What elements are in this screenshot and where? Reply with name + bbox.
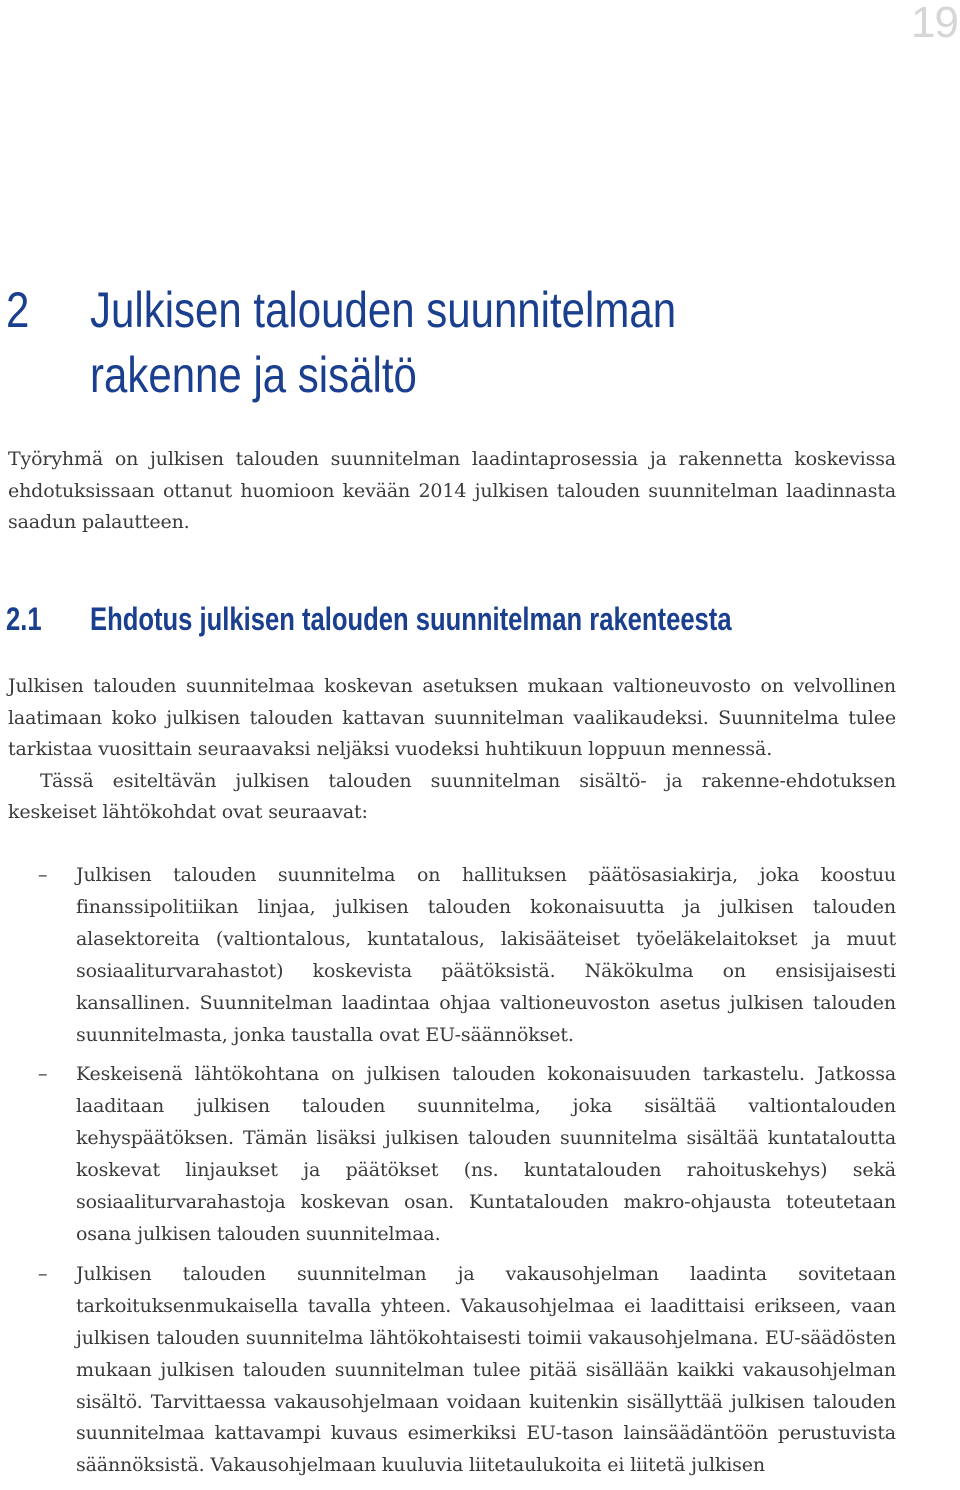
chapter-number: 2: [6, 282, 30, 338]
bullet-text-1: Julkisen talouden suunnitelma on hallituksen päätösasiakirja, joka koostuu finanssipolitiikan linjaa, julkisen talouden kokonaisuutta ja julkisen talouden alasektoreita (valtiontalous, kuntatalous, lakisääteiset työeläkelaitokset ja muut sosiaaliturvarahastot) koskevista päätöksistä. Näkökulma on ensisijaisesti kansallinen. Suunnitelman laadintaa ohjaa valtioneuvoston asetus julkisen talouden suunnitelmasta, jonka taustalla ovat EU-säännökset.: [76, 864, 896, 1046]
list-item: [8, 1059, 896, 1250]
bullet-dash: –: [38, 1262, 48, 1285]
bullet-dash: –: [38, 1063, 48, 1086]
list-item: [8, 1259, 896, 1482]
chapter-title: [6, 278, 762, 408]
bullet-text-2: Keskeisenä lähtökohtana on julkisen talouden kokonaisuuden tarkastelu. Jatkossa laaditaan julkisen talouden suunnitelma, joka sisältää valtiontalouden kehyspäätöksen. Tämän lisäksi julkisen talouden suunnitelma sisältää kuntataloutta koskevat linjaukset ja päätökset (ns. kuntatalouden rahoituskehys) sekä sosiaaliturvarahastoja koskevan osan. Kuntatalouden makro-ohjausta toteutetaan osana julkisen talouden suunnitelmaa.: [76, 1063, 896, 1245]
list-item: [8, 860, 896, 1051]
section-heading: [6, 597, 806, 641]
section-title: Ehdotus julkisen talouden suunnitelman rakenteesta: [90, 601, 732, 637]
bullet-text-3: Julkisen talouden suunnitelman ja vakausohjelman laadinta sovitetaan tarkoituksenmukaisella tavalla yhteen. Vakausohjelmaa ei laadittaisi erikseen, vaan julkisen talouden suunnitelma lähtökohtaisesti toimii vakausohjelmana. EU-säädösten mukaan julkisen talouden suunnitelman tulee pitää sisällään kaikki vakausohjelman sisältö. Tarvittaessa vakausohjelmaan voidaan kuitenkin sisällyttää julkisen talouden suunnitelmaa kattavampi kuvaus esimerkiksi EU-tason lainsäädäntöön perustuvista säännöksistä. Vakausohjelmaan kuuluvia liitetaulukoita ei liitetä julkisen: [76, 1262, 896, 1477]
section-paragraph-1: Julkisen talouden suunnitelmaa koskevan asetuksen mukaan valtioneuvosto on velvollinen laatimaan koko julkisen talouden kattavan suunnitelman vaalikaudeksi. Suunnitelma tulee tarkistaa vuosittain seuraavaksi neljäksi vuodeksi huhtikuun loppuun mennessä.: [8, 675, 896, 761]
bullet-dash: –: [38, 864, 48, 886]
chapter-title-line2: rakenne ja sisältö: [90, 347, 417, 403]
chapter-title-line1: Julkisen talouden suunnitelman: [90, 282, 677, 338]
intro-paragraph: Työryhmä on julkisen talouden suunnitelman laadintaprosessia ja rakennetta koskevissa ehdotuksissaan ottanut huomioon kevään 2014 julkisen talouden suunnitelman laadinnasta saadun palautteen.: [8, 448, 896, 534]
section-paragraph-2: Tässä esiteltävän julkisen talouden suunnitelman sisältö- ja rakenne-ehdotuksen keskeiset lähtökohdat ovat seuraavat:: [8, 769, 896, 824]
section-body: [8, 671, 896, 829]
page-number: 19: [911, 0, 958, 47]
bullet-list: [8, 860, 896, 1490]
section-number: 2.1: [6, 601, 42, 637]
